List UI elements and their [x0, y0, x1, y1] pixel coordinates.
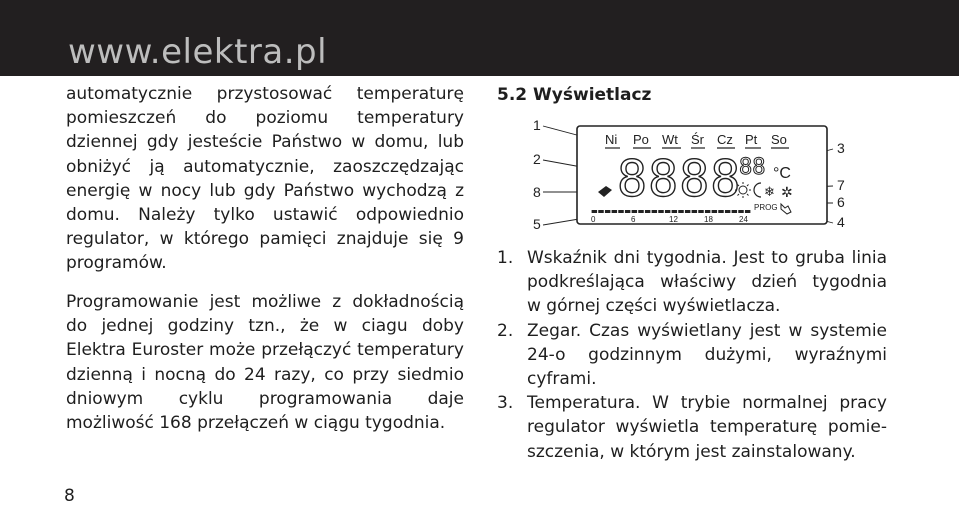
hour-segment: [718, 210, 723, 213]
hour-segment: [625, 210, 630, 213]
callout-label: 8: [533, 184, 541, 200]
scale-tick-label: 12: [669, 215, 678, 224]
hour-segment: [672, 210, 677, 213]
text-line: cyframi.: [527, 369, 597, 390]
weekday-label: Wt: [662, 132, 678, 147]
hour-segment: [698, 210, 703, 213]
temperature-digits: 88: [739, 155, 766, 180]
text-line: Elektra Euroster może przełączyć temperatury: [66, 340, 464, 361]
hour-segment: [678, 210, 683, 213]
text-line: domu. Należy tylko ustawić odpowiednio: [66, 205, 464, 226]
scale-tick-label: 0: [591, 215, 596, 224]
hour-segment: [685, 210, 690, 213]
callout-label: 4: [837, 214, 845, 230]
list-item-number: 1.: [497, 248, 514, 268]
hour-segment: [612, 210, 617, 213]
clock-digits: 8888: [617, 150, 742, 208]
text-line: Zegar. Czas wyświetlany jest w systemie: [527, 320, 887, 341]
list-item: [497, 391, 887, 464]
text-line: programów.: [66, 253, 167, 274]
list-item-number: 3.: [497, 393, 514, 414]
hour-segment: [618, 210, 623, 213]
callout-label: 7: [837, 177, 845, 193]
hour-segment: [712, 210, 717, 213]
callout-label: 1: [533, 117, 541, 133]
section-heading: 5.2 Wyświetlacz: [497, 85, 652, 105]
weekday-label: Cz: [717, 132, 733, 147]
hour-segment: [732, 210, 737, 213]
hour-segment: [605, 210, 610, 213]
text-line: możliwość 168 przełączeń w ciągu tygodnia.: [66, 413, 446, 434]
scale-tick-label: 24: [739, 215, 748, 224]
temperature-unit: °C: [773, 165, 791, 182]
hour-segment: [645, 210, 650, 213]
text-line: podkreślająca właściwy dzień tygodnia: [527, 272, 887, 293]
fan-icon: ✲: [781, 185, 793, 201]
text-line: Temperatura. W trybie normalnej pracy: [527, 393, 887, 414]
text-line: regulator wyświetla temperaturę pomie-: [527, 417, 887, 438]
hour-segment: [665, 210, 670, 213]
weekday-label: Śr: [691, 132, 704, 147]
hour-segment: [598, 210, 603, 213]
frost-icon: ❄: [764, 185, 775, 200]
text-line: pomieszczeń do poziomu temperatury: [66, 108, 464, 129]
text-line: 24-o godzinnym dużymi, wyraźnymi: [527, 344, 887, 365]
weekday-label: So: [771, 132, 787, 147]
text-line: do jednej godziny tzn., że w ciagu doby: [66, 316, 464, 337]
callout-label: 2: [533, 151, 541, 167]
scale-tick-label: 18: [704, 215, 713, 224]
weekday-label: Ni: [605, 132, 618, 147]
callout-label: 6: [837, 194, 845, 210]
lcd-display-diagram: [505, 112, 865, 242]
text-line: w górnej części wyświetlacza.: [527, 296, 781, 317]
hour-segment: [692, 210, 697, 213]
scale-tick-label: 6: [631, 215, 636, 224]
text-line: Wskaźnik dni tygodnia. Jest to gruba linia: [527, 248, 887, 268]
text-line: regulator, w którego pamięci znajduje się 9: [66, 229, 464, 250]
prog-label: PROG: [754, 203, 778, 212]
callout-label: 5: [533, 216, 541, 232]
text-line: Programowanie jest możliwe z dokładnością: [66, 292, 464, 312]
list-item-number: 2.: [497, 320, 514, 341]
weekday-label: Pt: [745, 132, 758, 147]
weekday-label: Po: [633, 132, 649, 147]
intro-paragraph: [66, 82, 464, 276]
site-url: www.elektra.pl: [68, 32, 328, 72]
hour-segment: [632, 210, 637, 213]
hour-segment: [638, 210, 643, 213]
hour-segment: [705, 210, 710, 213]
hour-segment: [745, 210, 750, 213]
programming-paragraph: [66, 290, 464, 435]
text-line: energię w nocy lub gdy Państwo wychodzą z: [66, 180, 464, 201]
text-line: dzienną i nocną do 24 razy, co przy siedmio: [66, 364, 464, 385]
hour-segment: [652, 210, 657, 213]
list-item: [497, 246, 887, 319]
page-number: 8: [64, 486, 75, 506]
text-line: dziennej gdy jesteście Państwo w domu, lub: [66, 132, 464, 153]
list-item: [497, 319, 887, 392]
hour-segment: [592, 210, 597, 213]
text-line: obniżyć ją automatycznie, zaoszczędzając: [66, 156, 464, 177]
callout-label: 3: [837, 140, 845, 156]
hour-segment: [658, 210, 663, 213]
header-bar: [0, 0, 959, 76]
hour-segment: [738, 210, 743, 213]
hour-segment: [725, 210, 730, 213]
legend-list: [497, 246, 887, 464]
text-line: dniowym cyklu programowania daje: [66, 388, 464, 409]
text-line: szczenia, w którym jest zainstalowany.: [527, 441, 856, 462]
text-line: automatycznie przystosować temperaturę: [66, 84, 464, 104]
